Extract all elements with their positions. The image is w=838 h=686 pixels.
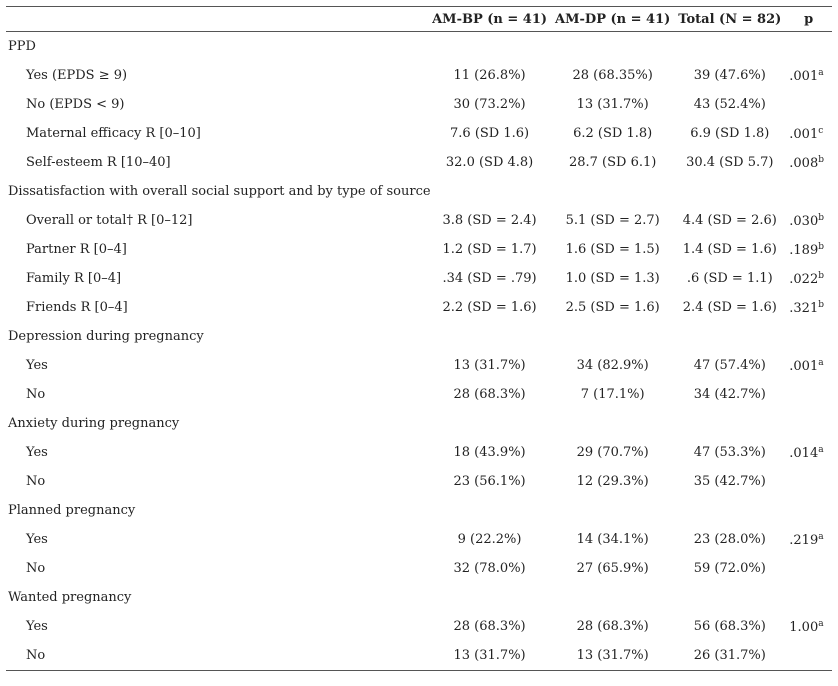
row-label: No — [26, 561, 46, 576]
cell-am-dp: 6.2 (SD 1.8) — [573, 126, 653, 141]
section-label: Dissatisfaction with overall social support and by type of source — [8, 184, 431, 199]
table-row — [6, 90, 832, 119]
cell-total: 1.4 (SD = 1.6) — [682, 242, 777, 257]
table-row — [6, 380, 832, 409]
cell-p-value — [785, 351, 832, 380]
table-row — [6, 467, 832, 496]
header-row — [6, 7, 832, 32]
p-value: 1.00 — [789, 619, 819, 635]
row-label: Friends R [0–4] — [26, 300, 128, 315]
table-row — [6, 438, 832, 467]
cell-p-value — [785, 235, 832, 264]
cell-p-value — [785, 467, 832, 496]
p-footnote: b — [818, 270, 824, 281]
header-am-bp: AM-BP (n = 41) — [428, 7, 551, 32]
cell-p-value — [785, 119, 832, 148]
p-value: .321 — [789, 300, 819, 316]
section-row — [6, 322, 832, 351]
table-row — [6, 612, 832, 641]
table-row — [6, 235, 832, 264]
cell-p-value — [785, 264, 832, 293]
header-label-blank — [6, 7, 428, 32]
cell-am-bp: 23 (56.1%) — [453, 474, 526, 489]
cell-am-bp: 30 (73.2%) — [453, 97, 526, 112]
row-label: Yes — [26, 532, 48, 547]
cell-am-dp: 28.7 (SD 6.1) — [568, 155, 657, 170]
cell-am-dp: 1.0 (SD = 1.3) — [565, 271, 660, 286]
cell-p-value — [785, 206, 832, 235]
row-label: No — [26, 387, 46, 402]
cell-am-bp: 7.6 (SD 1.6) — [450, 126, 530, 141]
cell-total: 35 (42.7%) — [693, 474, 766, 489]
cell-am-bp: 9 (22.2%) — [457, 532, 522, 547]
row-label: Yes — [26, 445, 48, 460]
cell-p-value — [785, 148, 832, 177]
table-row — [6, 641, 832, 671]
table-row — [6, 206, 832, 235]
p-value: .001 — [789, 68, 819, 84]
p-value: .022 — [789, 271, 819, 287]
p-value: .001 — [789, 126, 819, 142]
cell-am-dp: 27 (65.9%) — [576, 561, 649, 576]
row-label: Yes (EPDS ≥ 9) — [26, 68, 128, 83]
row-label: Yes — [26, 619, 48, 634]
cell-am-bp: 3.8 (SD = 2.4) — [442, 213, 537, 228]
p-footnote: a — [818, 618, 824, 629]
cell-am-bp: 13 (31.7%) — [453, 358, 526, 373]
p-footnote: b — [818, 212, 824, 223]
table-row — [6, 525, 832, 554]
cell-am-dp: 28 (68.3%) — [576, 619, 649, 634]
cell-total: 23 (28.0%) — [693, 532, 766, 547]
cell-am-dp: 13 (31.7%) — [576, 97, 649, 112]
cell-am-bp: 28 (68.3%) — [453, 619, 526, 634]
p-footnote: a — [818, 531, 824, 542]
table-row — [6, 554, 832, 583]
cell-am-dp: 7 (17.1%) — [580, 387, 645, 402]
cell-p-value — [785, 293, 832, 322]
table-row — [6, 293, 832, 322]
cell-total: 59 (72.0%) — [693, 561, 766, 576]
table-row — [6, 148, 832, 177]
table-row — [6, 119, 832, 148]
section-row — [6, 583, 832, 612]
section-row — [6, 177, 832, 206]
row-label: Overall or total† R [0–12] — [26, 213, 193, 228]
p-value: .219 — [789, 532, 819, 548]
row-label: No — [26, 474, 46, 489]
cell-am-dp: 14 (34.1%) — [576, 532, 649, 547]
cell-p-value — [785, 641, 832, 671]
cell-am-bp: 13 (31.7%) — [428, 641, 551, 671]
cell-total: 2.4 (SD = 1.6) — [682, 300, 777, 315]
cell-am-dp: 28 (68.35%) — [572, 68, 653, 83]
cell-am-dp: 13 (31.7%) — [551, 641, 674, 671]
p-value: .030 — [789, 213, 819, 229]
cell-total: 56 (68.3%) — [693, 619, 766, 634]
header-total: Total (N = 82) — [674, 7, 785, 32]
cell-total: 30.4 (SD 5.7) — [686, 155, 774, 170]
table-header — [6, 7, 832, 32]
row-label: Maternal efficacy R [0–10] — [26, 126, 201, 141]
section-row — [6, 496, 832, 525]
cell-p-value — [785, 525, 832, 554]
cell-total: 4.4 (SD = 2.6) — [682, 213, 777, 228]
cell-am-dp: 1.6 (SD = 1.5) — [565, 242, 660, 257]
cell-p-value — [785, 90, 832, 119]
cell-p-value — [785, 438, 832, 467]
cell-total: 34 (42.7%) — [693, 387, 766, 402]
cell-am-dp: 12 (29.3%) — [576, 474, 649, 489]
cell-am-bp: 18 (43.9%) — [453, 445, 526, 460]
header-am-dp: AM-DP (n = 41) — [551, 7, 674, 32]
p-footnote: b — [818, 241, 824, 252]
section-row — [6, 32, 832, 62]
table-row — [6, 351, 832, 380]
row-label: Self-esteem R [10–40] — [26, 155, 171, 170]
p-footnote: c — [818, 125, 824, 136]
cell-p-value — [785, 380, 832, 409]
p-footnote: a — [818, 444, 824, 455]
cell-total: 6.9 (SD 1.8) — [690, 126, 770, 141]
cell-am-dp: 29 (70.7%) — [576, 445, 649, 460]
cell-p-value — [785, 554, 832, 583]
cell-am-bp: .34 (SD = .79) — [442, 271, 537, 286]
cell-am-dp: 2.5 (SD = 1.6) — [565, 300, 660, 315]
p-footnote: b — [818, 299, 824, 310]
section-label: Depression during pregnancy — [8, 329, 204, 344]
p-value: .001 — [789, 358, 819, 374]
cell-am-dp: 5.1 (SD = 2.7) — [565, 213, 660, 228]
cell-am-bp: 1.2 (SD = 1.7) — [442, 242, 537, 257]
section-label: PPD — [8, 39, 36, 54]
p-value: .008 — [789, 155, 819, 171]
cell-am-bp: 28 (68.3%) — [453, 387, 526, 402]
row-label: Family R [0–4] — [26, 271, 122, 286]
table-body — [6, 32, 832, 671]
p-footnote: b — [818, 154, 824, 165]
p-value: .189 — [789, 242, 819, 258]
cell-total: 47 (53.3%) — [693, 445, 766, 460]
cell-am-dp: 34 (82.9%) — [576, 358, 649, 373]
row-label: No — [6, 641, 428, 671]
table-row — [6, 264, 832, 293]
header-p: p — [785, 7, 832, 32]
cell-total: 43 (52.4%) — [693, 97, 766, 112]
row-label: Partner R [0–4] — [26, 242, 127, 257]
cell-total: 47 (57.4%) — [693, 358, 766, 373]
p-footnote: a — [818, 357, 824, 368]
table-row — [6, 61, 832, 90]
p-value: .014 — [789, 445, 819, 461]
row-label: Yes — [26, 358, 48, 373]
cell-p-value — [785, 612, 832, 641]
cell-am-bp: 11 (26.8%) — [453, 68, 526, 83]
section-row — [6, 409, 832, 438]
section-label: Anxiety during pregnancy — [8, 416, 180, 431]
cell-p-value — [785, 61, 832, 90]
cell-am-bp: 2.2 (SD = 1.6) — [442, 300, 537, 315]
cell-am-bp: 32 (78.0%) — [453, 561, 526, 576]
cell-total: 39 (47.6%) — [693, 68, 766, 83]
cell-am-bp: 32.0 (SD 4.8) — [445, 155, 534, 170]
cell-total: .6 (SD = 1.1) — [686, 271, 773, 286]
section-label: Wanted pregnancy — [8, 590, 132, 605]
section-label: Planned pregnancy — [8, 503, 136, 518]
cell-total: 26 (31.7%) — [674, 641, 785, 671]
p-footnote: a — [818, 67, 824, 78]
row-label: No (EPDS < 9) — [26, 97, 125, 112]
data-table — [6, 6, 832, 671]
